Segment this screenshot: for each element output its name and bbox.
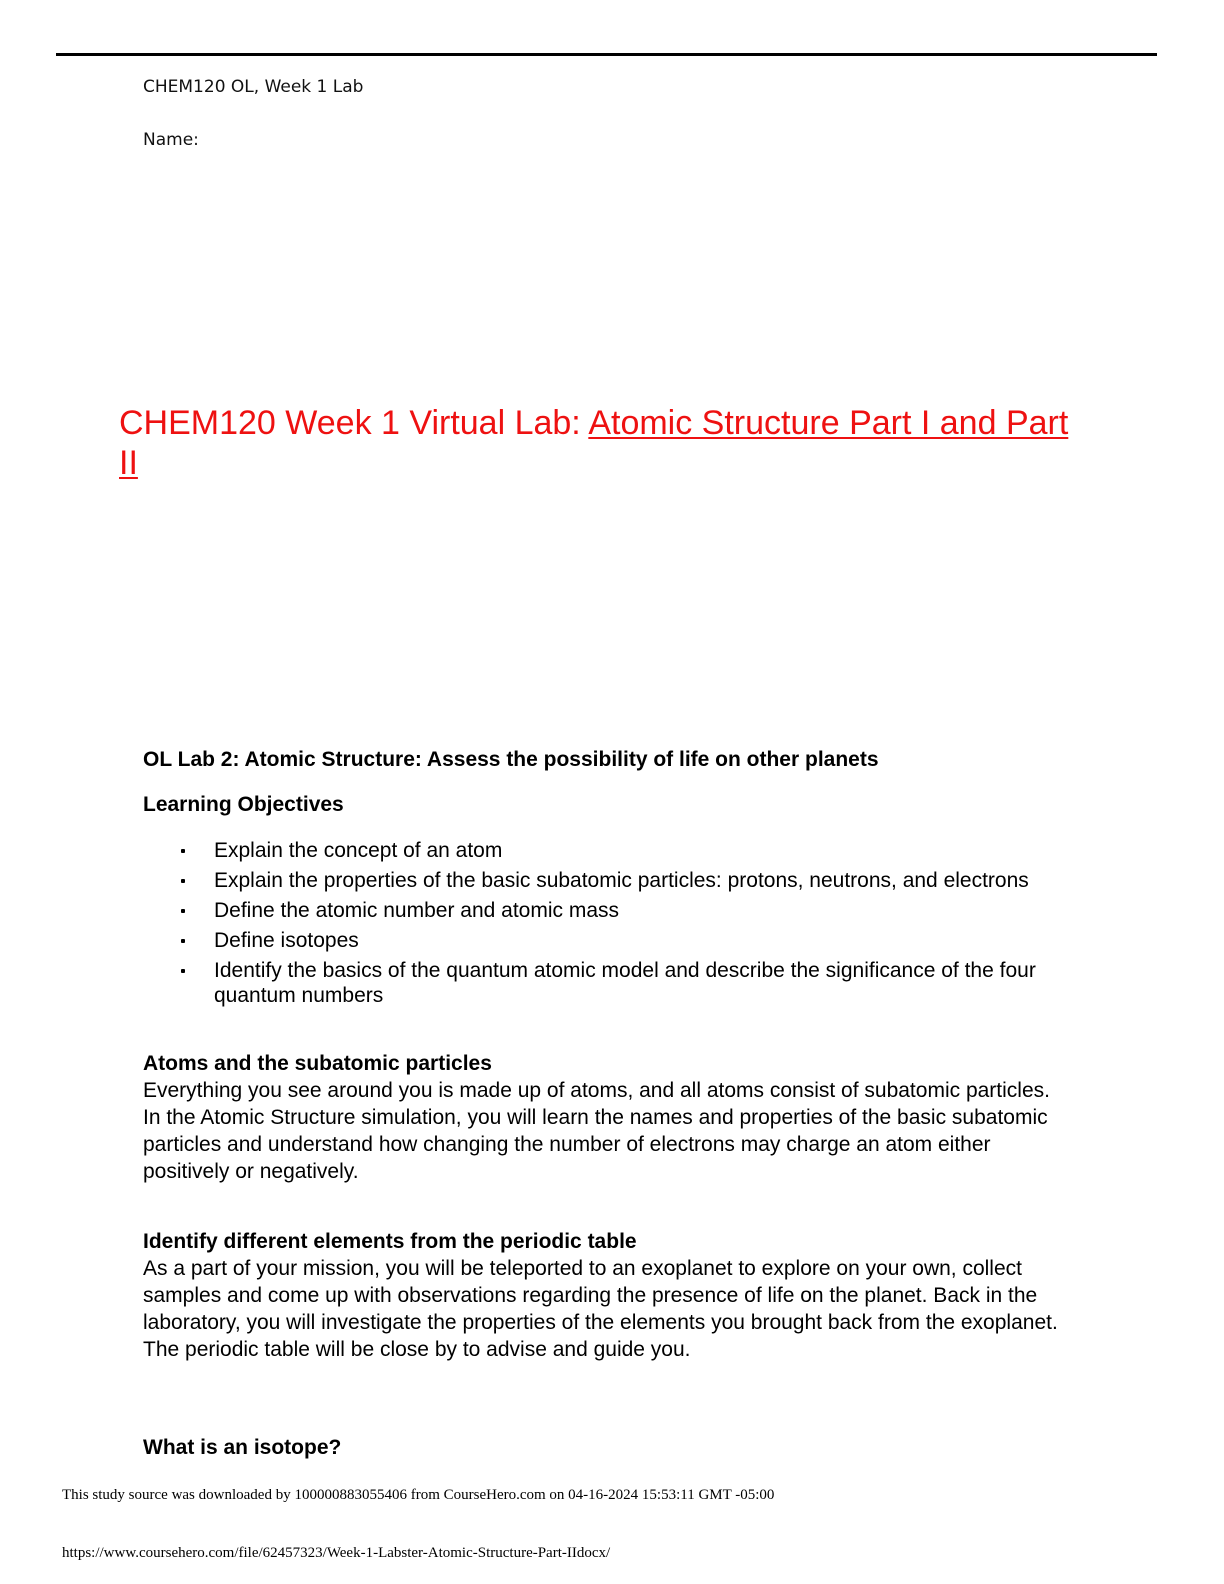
- page-title: [119, 403, 1079, 483]
- source-url[interactable]: https://www.coursehero.com/file/62457323/Week-1-Labster-Atomic-Structure-Part-IIdocx/: [62, 1545, 611, 1561]
- objectives-heading: Learning Objectives: [143, 793, 344, 816]
- list-item: [143, 898, 1073, 923]
- objective-text: Identify the basics of the quantum atomic model and describe the significance of the four quantum numbers: [214, 959, 1036, 1007]
- atoms-paragraph: Everything you see around you is made up of atoms, and all atoms consist of subatomic particles. In the Atomic Structure simulation, you will learn the names and properties of the basic subatomic particles and understand how changing the number of electrons may charge an atom either positively or negatively.: [143, 1079, 1050, 1183]
- objectives-list: [143, 838, 1073, 1013]
- title-link[interactable]: Atomic Structure Part I and Part II: [119, 404, 1069, 482]
- top-divider: [56, 53, 1157, 56]
- periodic-paragraph: As a part of your mission, you will be teleported to an exoplanet to explore on your own, collect samples and come up with observations regarding the presence of life on the planet. Back in the laboratory, you will investigate the properties of the elements you brought back from the exoplanet. The periodic table will be close by to advise and guide you.: [143, 1257, 1058, 1361]
- bullet-icon: [181, 849, 185, 853]
- atoms-heading: Atoms and the subatomic particles: [143, 1052, 492, 1075]
- download-notice: This study source was downloaded by 100000883055406 from CourseHero.com on 04-16-2024 15:53:11 GMT -05:00: [62, 1487, 775, 1503]
- bullet-icon: [181, 939, 185, 943]
- isotope-heading: What is an isotope?: [143, 1436, 342, 1459]
- bullet-icon: [181, 879, 185, 883]
- objective-text: Explain the concept of an atom: [214, 839, 503, 862]
- list-item: [143, 928, 1073, 953]
- bullet-icon: [181, 909, 185, 913]
- title-prefix: CHEM120 Week 1 Virtual Lab:: [119, 404, 589, 442]
- objective-text: Define the atomic number and atomic mass: [214, 899, 620, 922]
- list-item: [143, 958, 1073, 1008]
- periodic-heading: Identify different elements from the periodic table: [143, 1230, 637, 1253]
- objective-text: Define isotopes: [214, 929, 359, 952]
- lab-heading: OL Lab 2: Atomic Structure: Assess the possibility of life on other planets: [143, 748, 879, 771]
- course-header: CHEM120 OL, Week 1 Lab: [143, 77, 364, 97]
- list-item: [143, 838, 1073, 863]
- name-label: Name:: [143, 130, 199, 150]
- objective-text: Explain the properties of the basic subatomic particles: protons, neutrons, and electrons: [214, 869, 1029, 892]
- bullet-icon: [181, 969, 185, 973]
- list-item: [143, 868, 1073, 893]
